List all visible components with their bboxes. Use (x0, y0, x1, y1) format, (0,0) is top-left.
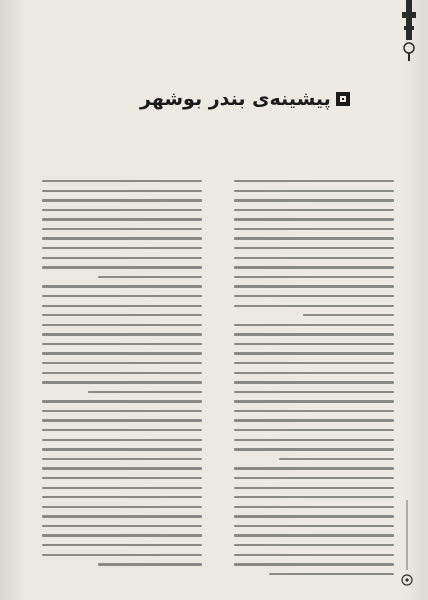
article-header (140, 84, 360, 114)
text-line (234, 381, 394, 383)
text-line (234, 343, 394, 345)
text-line (42, 295, 202, 297)
text-line (42, 285, 202, 287)
text-line (234, 391, 394, 393)
text-line (42, 496, 202, 498)
text-line (234, 419, 394, 421)
text-line (42, 343, 202, 345)
text-line (42, 544, 202, 546)
text-line (234, 534, 394, 536)
text-line (234, 429, 394, 431)
text-line (98, 276, 202, 278)
text-line (234, 199, 394, 201)
text-line (42, 410, 202, 412)
text-line (42, 525, 202, 527)
text-line (234, 324, 394, 326)
text-line (42, 467, 202, 469)
text-line (42, 381, 202, 383)
text-line (234, 285, 394, 287)
text-line (234, 180, 394, 182)
text-line (42, 180, 202, 182)
text-line (234, 496, 394, 498)
text-line (234, 190, 394, 192)
text-line (234, 544, 394, 546)
text-line (234, 554, 394, 556)
text-line (234, 257, 394, 259)
text-line (98, 563, 202, 565)
text-line (234, 352, 394, 354)
text-line (234, 305, 394, 307)
text-line (42, 209, 202, 211)
text-line (234, 506, 394, 508)
text-line (279, 458, 394, 460)
page-number-emblem-icon (400, 500, 414, 590)
text-column-left (42, 180, 202, 580)
text-line (42, 266, 202, 268)
text-line (234, 247, 394, 249)
text-line (42, 400, 202, 402)
text-line (234, 218, 394, 220)
text-line (234, 477, 394, 479)
text-line (42, 458, 202, 460)
article-title: پیشینه‌ی بندر بوشهر (140, 88, 331, 110)
corner-ornament-icon (398, 0, 420, 62)
text-line (42, 199, 202, 201)
text-line (42, 372, 202, 374)
text-line (42, 352, 202, 354)
text-line (42, 305, 202, 307)
text-line (42, 534, 202, 536)
text-line (234, 362, 394, 364)
text-line (42, 314, 202, 316)
text-line (42, 324, 202, 326)
text-line (234, 410, 394, 412)
text-line (42, 362, 202, 364)
ornament-square-icon (335, 91, 351, 107)
text-line (42, 237, 202, 239)
text-line (42, 218, 202, 220)
text-line (42, 333, 202, 335)
text-line (234, 372, 394, 374)
text-line (234, 400, 394, 402)
text-line (234, 563, 394, 565)
text-line (234, 467, 394, 469)
text-line (234, 439, 394, 441)
text-line (234, 525, 394, 527)
text-line (234, 333, 394, 335)
text-line (42, 554, 202, 556)
text-line (42, 257, 202, 259)
text-line (42, 228, 202, 230)
text-line (234, 228, 394, 230)
text-line (42, 190, 202, 192)
text-line (42, 439, 202, 441)
text-line (303, 314, 394, 316)
text-line (234, 266, 394, 268)
text-line (88, 391, 202, 393)
text-line (269, 573, 394, 575)
text-column-right (234, 180, 394, 590)
text-line (42, 487, 202, 489)
text-line (42, 506, 202, 508)
text-line (234, 295, 394, 297)
text-line (234, 487, 394, 489)
text-line (42, 448, 202, 450)
text-line (234, 515, 394, 517)
text-line (42, 477, 202, 479)
text-line (234, 209, 394, 211)
text-line (42, 515, 202, 517)
text-line (234, 448, 394, 450)
text-line (42, 419, 202, 421)
text-line (234, 237, 394, 239)
text-line (42, 247, 202, 249)
text-line (42, 429, 202, 431)
text-line (234, 276, 394, 278)
